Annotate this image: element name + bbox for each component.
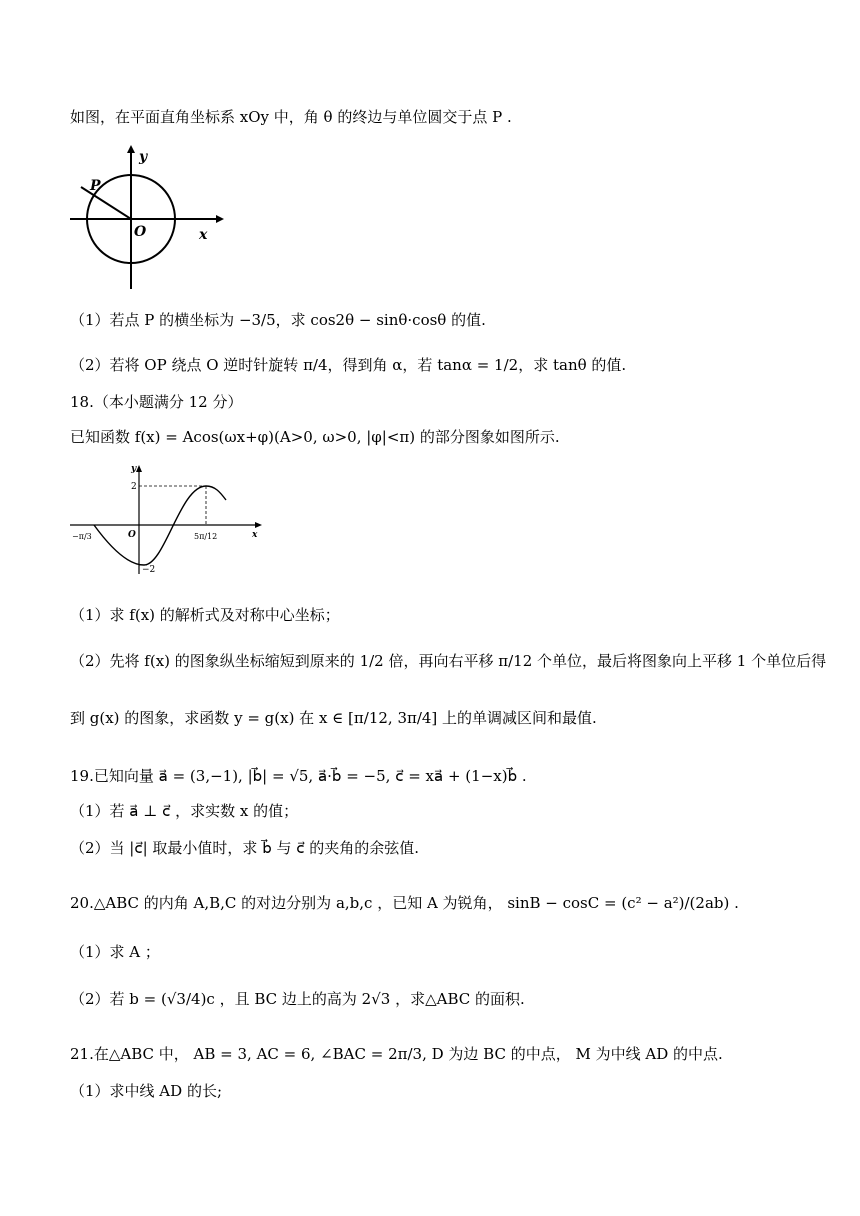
unit-circle-figure xyxy=(66,143,226,293)
q20-part2: （2）若 b = (√3/4)c ，且 BC 边上的高为 2√3 ，求△ABC 的面积. xyxy=(70,990,525,1008)
q17-part2: （2）若将 OP 绕点 O 逆时针旋转 π/4，得到角 α，若 tanα = 1/2，求 tanθ 的值. xyxy=(70,356,627,374)
q20-stem: 20.△ABC 的内角 A,B,C 的对边分别为 a,b,c ，已知 A 为锐角， sinB − cosC = (c² − a²)/(2ab) . xyxy=(70,894,739,912)
q19-part2: （2）当 |c⃗| 取最小值时，求 b⃗ 与 c⃗ 的夹角的余弦值. xyxy=(70,839,420,857)
graph-y-label: y xyxy=(131,464,137,474)
q17-part1: （1）若点 P 的横坐标为 −3/5，求 cos2θ − sinθ·cosθ 的值. xyxy=(70,311,486,329)
origin-label: O xyxy=(134,224,147,240)
x-axis-label: x xyxy=(199,227,208,243)
q19-stem: 19.已知向量 a⃗ = (3,−1), |b⃗| = √5, a⃗·b⃗ = −5, c⃗ = xa⃗ + (1−x)b⃗ . xyxy=(70,767,527,785)
q18-stem: 已知函数 f(x) = Acos(ωx+φ)(A>0, ω>0, |φ|<π) 的部分图象如图所示. xyxy=(70,428,560,446)
q18-part1: （1）求 f(x) 的解析式及对称中心坐标； xyxy=(70,606,340,624)
graph-x-label: x xyxy=(252,530,258,540)
intro-text: 如图，在平面直角坐标系 xOy 中，角 θ 的终边与单位圆交于点 P . xyxy=(70,108,512,126)
q21-part1: （1）求中线 AD 的长; xyxy=(70,1082,222,1100)
graph-origin-label: O xyxy=(128,530,136,540)
q18-heading: 18.（本小题满分 12 分） xyxy=(70,393,243,411)
q19-part1: （1）若 a⃗ ⊥ c⃗ ，求实数 x 的值； xyxy=(70,802,299,820)
graph-tick-right: 5π/12 xyxy=(194,532,218,541)
y-axis-label: y xyxy=(139,149,148,165)
graph-tick-left: −π/3 xyxy=(72,532,92,541)
cosine-graph-figure xyxy=(70,462,265,577)
point-p-label: P xyxy=(90,178,101,194)
graph-tick-top: 2 xyxy=(131,482,137,492)
q18-part2-line2: 到 g(x) 的图象，求函数 y = g(x) 在 x ∈ [π/12, 3π/4] 上的单调减区间和最值. xyxy=(70,709,597,727)
q21-stem: 21.在△ABC 中， AB = 3, AC = 6, ∠BAC = 2π/3, D 为边 BC 的中点， M 为中线 AD 的中点. xyxy=(70,1045,723,1063)
q18-part2-line1: （2）先将 f(x) 的图象纵坐标缩短到原来的 1/2 倍，再向右平移 π/12 个单位，最后将图象向上平移 1 个单位后得 xyxy=(70,652,827,670)
q20-part1: （1）求 A ； xyxy=(70,943,160,961)
graph-tick-bottom: −2 xyxy=(142,565,156,575)
